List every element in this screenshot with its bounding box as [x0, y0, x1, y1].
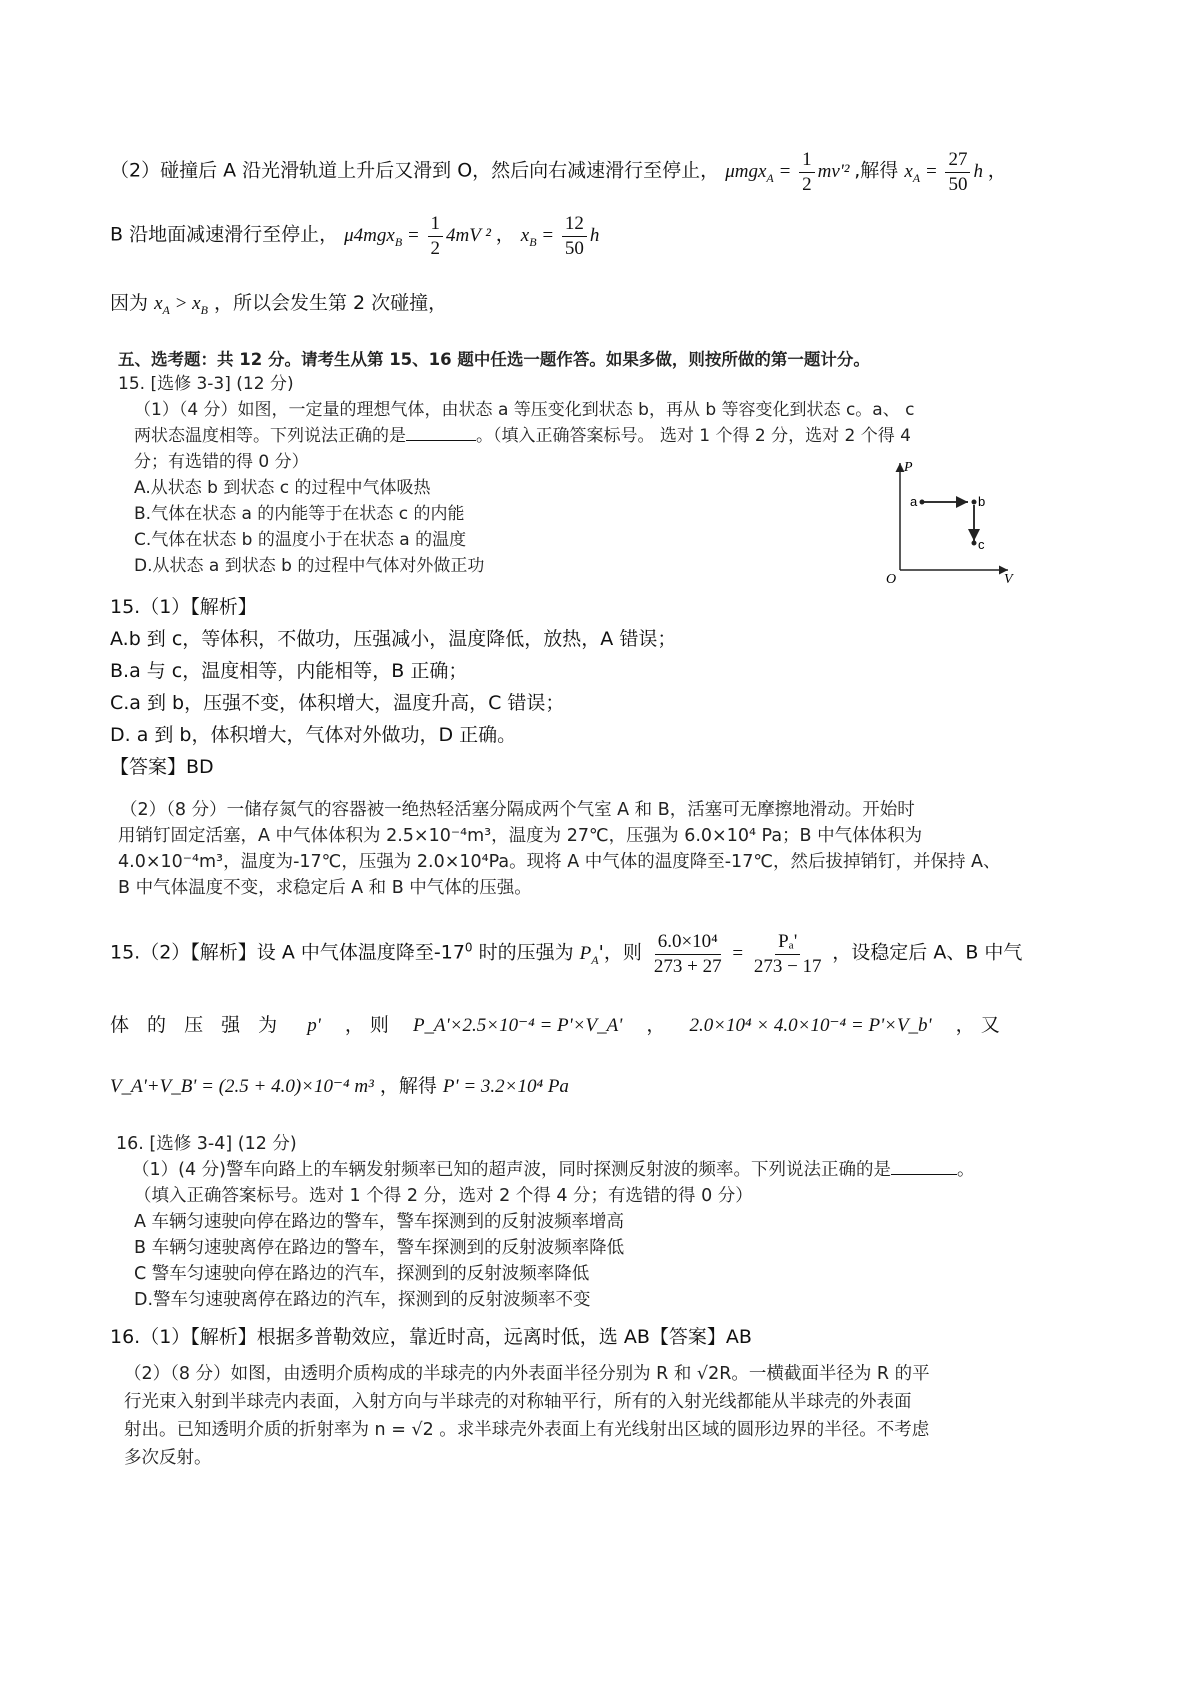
eq-sub: B: [529, 234, 537, 249]
sol15-1-answer: 【答案】BD: [110, 756, 214, 778]
text: ，: [495, 223, 515, 246]
equation-compare: [154, 293, 208, 317]
q16-option-c: C 警车匀速驶向停在路边的汽车，探测到的反射波频率降低: [134, 1264, 590, 1284]
text: ，: [646, 1014, 666, 1036]
answer-blank: [891, 1160, 957, 1175]
section-5-heading: 五、选考题：共 12 分。请考生从第 15、16 题中任选一题作答。如果多做，则按所做的第一题计分。: [118, 350, 870, 369]
equation-xb-energy: μ4mgx$_B$ = $\frac{1}{2}$ 4mV ²: [344, 213, 491, 259]
point-c: [972, 541, 977, 546]
q16-2-line-2: 行光束入射到半球壳内表面，入射方向与半球壳的对称轴平行，所有的入射光线都能从半球壳的外表面: [124, 1392, 912, 1412]
frac-den: 50: [948, 173, 968, 195]
text: ，解得: [379, 1075, 437, 1097]
q16-option-b: B 车辆匀速驶离停在路边的警车，警车探测到的反射波频率降低: [134, 1238, 625, 1258]
equation-xa-result: $x_A$ = $\frac{27}{50}$ h: [904, 149, 983, 195]
q15-1-line-2: [134, 426, 911, 446]
q15-1-line-3: 分；有选错的得 0 分）: [134, 452, 309, 472]
text: 。: [956, 1160, 975, 1180]
fraction: [751, 930, 825, 979]
equation-result: P' = 3.2×10⁴ Pa: [442, 1076, 569, 1097]
equation-boyle-b: 2.0×10⁴ × 4.0×10⁻⁴ = P'×V_b': [689, 1015, 932, 1036]
equation-boyle-a: P_A'×2.5×10⁻⁴ = P'×V_A': [412, 1015, 623, 1036]
q15-2-line-2: 用销钉固定活塞，A 中气体体积为 2.5×10⁻⁴m³，温度为 27℃，压强为 6.0×10⁴ Pa；B 中气体体积为: [118, 826, 923, 846]
eq-part: x: [154, 293, 163, 314]
eq-left: x: [904, 160, 913, 182]
q15-2-line-3: 4.0×10⁻⁴m³，温度为-17℃，压强为 2.0×10⁴Pa。现将 A 中气体的温度降至-17℃，然后拔掉销钉，并保持 A、: [118, 852, 1001, 872]
axis-p-label: P: [904, 460, 913, 475]
sol15-1-title: 15.（1）【解析】: [110, 596, 257, 618]
frac-num: Pₐ': [775, 930, 800, 955]
q16-2-line-4: 多次反射。: [124, 1448, 212, 1468]
sol15-2-line-1: [110, 930, 1022, 979]
text: ,解得: [854, 159, 899, 182]
frac-den: 273 − 17: [753, 955, 822, 977]
axis-v-label: V: [1004, 572, 1013, 585]
eq-left: μmgx: [725, 160, 767, 182]
equation-gay-lussac: [648, 931, 832, 977]
eq-sign: =: [732, 942, 744, 964]
eq-left: μ4mgx: [344, 224, 395, 246]
eq-right: h: [973, 160, 983, 182]
frac-num: 1: [428, 212, 444, 237]
text: ，设稳定后 A、B 中气: [832, 941, 1023, 964]
eq-part: > x: [169, 293, 201, 314]
p2-line-3: [110, 292, 447, 317]
label-b: b: [978, 494, 986, 509]
point-b: [972, 500, 977, 505]
p2-line-2: [110, 212, 599, 261]
eq-right: 4mV ²: [446, 224, 491, 246]
fraction: [799, 148, 815, 197]
symbol-pa: [579, 942, 599, 967]
frac-num: 12: [562, 212, 587, 237]
eq-sub: B: [200, 302, 208, 317]
frac-num: 1: [799, 148, 815, 173]
frac-num: 6.0×10⁴: [655, 930, 721, 955]
equation-volume-sum: V_A'+V_B' = (2.5 + 4.0)×10⁻⁴ m³: [110, 1076, 374, 1097]
eq-sub: A: [766, 170, 774, 185]
p2-line-1: [110, 148, 1007, 197]
frac-den: 50: [564, 237, 584, 259]
eq-sub: B: [394, 234, 403, 249]
superscript: 0: [464, 940, 473, 955]
text: （2）碰撞后 A 沿光滑轨道上升后又滑到 O，然后向右减速滑行至停止，: [110, 159, 720, 182]
sol15-1-d: D. a 到 b，体积增大，气体对外做功，D 正确。: [110, 724, 517, 746]
q15-title: 15. [选修 3-3] (12 分): [118, 374, 294, 394]
fraction: [945, 148, 970, 197]
q15-option-d: D.从状态 a 到状态 b 的过程中气体对外做正功: [134, 556, 485, 576]
text: （1）(4 分)警车向路上的车辆发射频率已知的超声波，同时探测反射波的频率。下列说法正确的是: [132, 1160, 891, 1180]
eq-left: x: [520, 224, 530, 246]
eq-sub: A: [591, 952, 599, 967]
text: B 沿地面减速滑行至停止，: [110, 223, 339, 246]
text: 因为: [110, 292, 149, 314]
q15-2-line-1: （2）（8 分）一储存氮气的容器被一绝热轻活塞分隔成两个气室 A 和 B，活塞可无摩擦地滑动。开始时: [120, 800, 915, 820]
eq-sub: A: [162, 302, 170, 317]
q16-2-line-3: 射出。已知透明介质的折射率为 n = √2 。求半球壳外表面上有光线射出区域的圆形边界的半径。不考虑: [124, 1420, 930, 1440]
text: 15.（2）【解析】设 A 中气体温度降至-17: [110, 941, 465, 964]
frac-den: 273 + 27: [653, 955, 722, 977]
equation-xb-result: $x_B$ = $\frac{12}{50}$ h: [520, 213, 600, 259]
point-a: [920, 500, 925, 505]
fraction: [562, 212, 587, 261]
q15-1-line-1: （1）（4 分）如图，一定量的理想气体，由状态 a 等压变化到状态 b，再从 b 等容变化到状态 c。a、 c: [134, 400, 915, 420]
text: ， 则: [344, 1014, 389, 1036]
eq-right: h: [589, 224, 600, 246]
eq-sub: A: [912, 170, 921, 185]
text: ，所以会发生第 2 次碰撞，: [214, 292, 448, 314]
sol15-2-line-2: [110, 1014, 1000, 1038]
label-a: a: [910, 494, 918, 509]
eq-part: P: [579, 942, 592, 964]
pv-diagram: [880, 455, 1020, 585]
q16-option-d: D.警车匀速驶离停在路边的汽车，探测到的反射波频率不变: [134, 1290, 591, 1310]
q16-2-line-1: （2）（8 分）如图，由透明介质构成的半球壳的内外表面半径分别为 R 和 √2R。一横截面半径为 R 的平: [124, 1364, 930, 1384]
q15-option-b: B.气体在状态 a 的内能等于在状态 c 的内能: [134, 504, 465, 524]
fraction: [651, 930, 725, 979]
answer-blank: [406, 426, 476, 441]
fraction: [428, 212, 444, 261]
q15-2-line-4: B 中气体温度不变，求稳定后 A 和 B 中气体的压强。: [118, 878, 532, 898]
text: 时的压强为: [472, 941, 574, 964]
frac-den: 2: [430, 237, 440, 259]
sol15-1-c: C.a 到 b，压强不变，体积增大，温度升高，C 错误；: [110, 692, 565, 714]
q16-title: 16. [选修 3-4] (12 分): [116, 1134, 297, 1154]
text: 。（填入正确答案标号。 选对 1 个得 2 分，选对 2 个得 4: [476, 426, 911, 446]
sol15-2-line-3: [110, 1075, 569, 1099]
text: 体 的 压 强 为: [110, 1014, 284, 1036]
text: ，: [987, 159, 1007, 182]
q16-1-line-1: [132, 1160, 974, 1181]
eq-right: mv'²: [817, 160, 850, 182]
text: ， 又: [955, 1014, 1000, 1036]
text: 两状态温度相等。下列说法正确的是: [134, 426, 406, 446]
frac-num: 27: [945, 148, 970, 173]
q16-option-a: A 车辆匀速驶向停在路边的警车，警车探测到的反射波频率增高: [134, 1212, 625, 1232]
label-c: c: [978, 537, 985, 552]
frac-den: 2: [802, 173, 812, 195]
sol15-1-a: A.b 到 c，等体积，不做功，压强减小，温度降低，放热，A 错误；: [110, 628, 677, 650]
text: '，则: [598, 941, 642, 964]
q15-option-c: C.气体在状态 b 的温度小于在状态 a 的温度: [134, 530, 467, 550]
q16-1-line-2: （填入正确答案标号。选对 1 个得 2 分，选对 2 个得 4 分；有选错的得 0 分）: [134, 1186, 753, 1206]
symbol-p-prime: p': [307, 1015, 321, 1036]
sol15-1-b: B.a 与 c，温度相等，内能相等，B 正确；: [110, 660, 468, 682]
origin-label: O: [886, 572, 897, 585]
sol16-1: 16.（1）【解析】根据多普勒效应，靠近时高，远离时低，选 AB【答案】AB: [110, 1326, 752, 1348]
equation-xa-energy: μmgx$_A$ = $\frac{1}{2}$ mv'²: [725, 149, 850, 195]
q15-option-a: A.从状态 b 到状态 c 的过程中气体吸热: [134, 478, 431, 498]
